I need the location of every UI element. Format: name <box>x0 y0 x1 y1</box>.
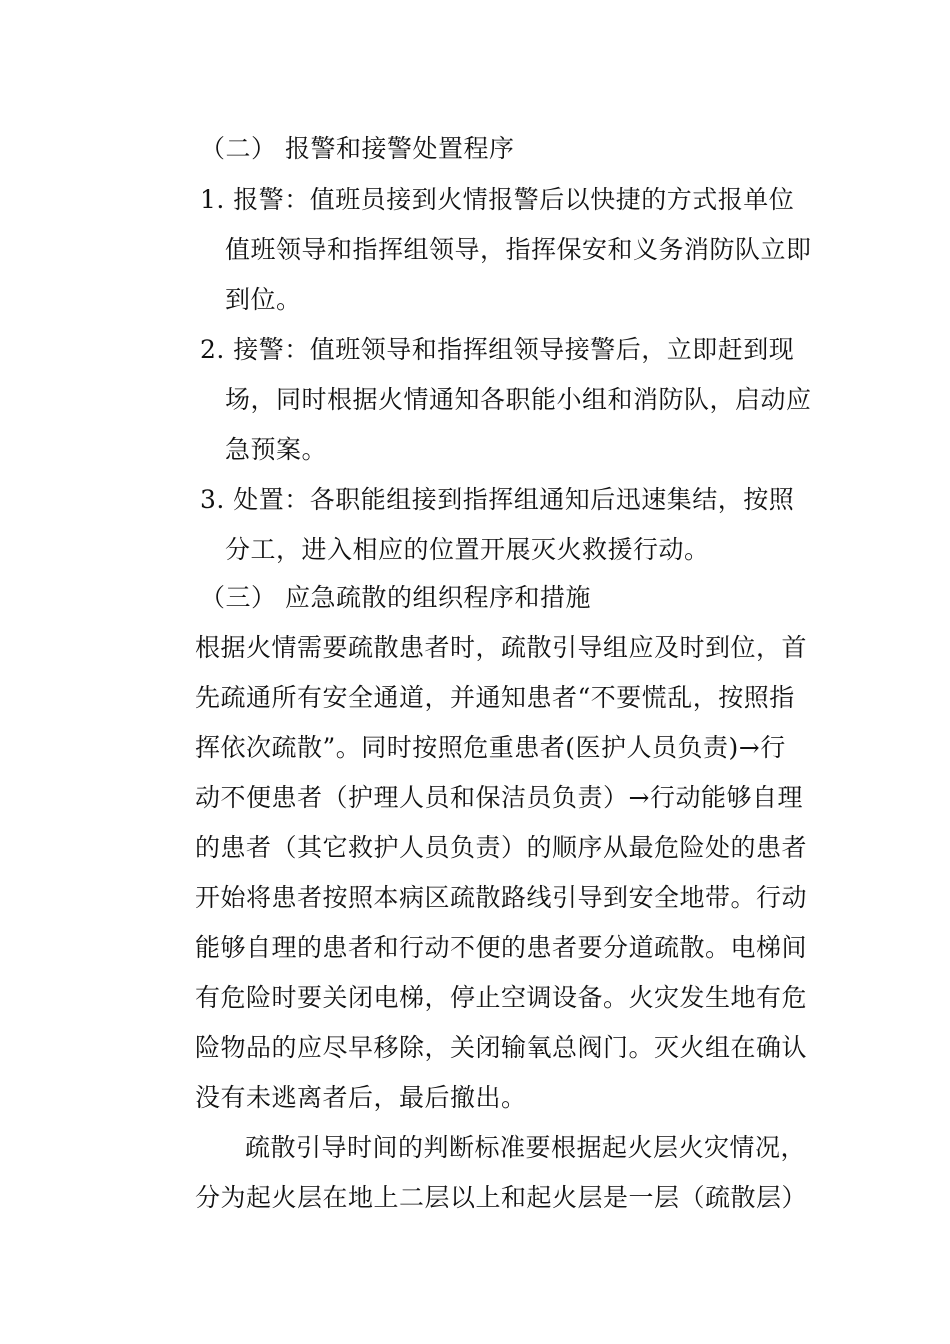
item-1-line-3: 到位。 <box>225 285 302 314</box>
item-2-line-1: 2. 接警：值班领导和指挥组领导接警后，立即赶到现 <box>200 335 795 364</box>
item-1-line-1: 1. 报警：值班员接到火情报警后以快捷的方式报单位 <box>200 185 795 214</box>
item-3-line-1: 3. 处置：各职能组接到指挥组通知后迅速集结，按照 <box>200 485 795 514</box>
paragraph-1-line-7: 能够自理的患者和行动不便的患者要分道疏散。电梯间 <box>195 933 808 962</box>
paragraph-1-line-4: 动不便患者（护理人员和保洁员负责）→行动能够自理 <box>195 783 803 812</box>
item-2-line-3: 急预案。 <box>225 435 328 464</box>
item-3-line-2: 分工，进入相应的位置开展灭火救援行动。 <box>225 535 710 564</box>
paragraph-1-line-1: 根据火情需要疏散患者时，疏散引导组应及时到位，首 <box>195 633 808 662</box>
paragraph-1-line-9: 险物品的应尽早移除，关闭输氧总阀门。灭火组在确认 <box>195 1033 808 1062</box>
paragraph-1-line-3: 挥依次疏散”。同时按照危重患者(医护人员负责)→行 <box>195 733 786 762</box>
paragraph-1-line-10: 没有未逃离者后，最后撤出。 <box>195 1083 527 1112</box>
paragraph-2-line-1: 疏散引导时间的判断标准要根据起火层火灾情况， <box>245 1133 807 1162</box>
paragraph-2-line-2: 分为起火层在地上二层以上和起火层是一层（疏散层） <box>195 1183 808 1212</box>
section-2-heading: （二） 报警和接警处置程序 <box>200 134 515 163</box>
section-3-heading: （三） 应急疏散的组织程序和措施 <box>200 583 591 612</box>
item-2-line-2: 场，同时根据火情通知各职能小组和消防队，启动应 <box>225 385 812 414</box>
paragraph-1-line-8: 有危险时要关闭电梯，停止空调设备。火灾发生地有危 <box>195 983 808 1012</box>
item-1-line-2: 值班领导和指挥组领导，指挥保安和义务消防队立即 <box>225 235 812 264</box>
paragraph-1-line-5: 的患者（其它救护人员负责）的顺序从最危险处的患者 <box>195 833 808 862</box>
paragraph-1-line-2: 先疏通所有安全通道，并通知患者“不要慌乱，按照指 <box>195 683 795 712</box>
paragraph-1-line-6: 开始将患者按照本病区疏散路线引导到安全地带。行动 <box>195 883 808 912</box>
